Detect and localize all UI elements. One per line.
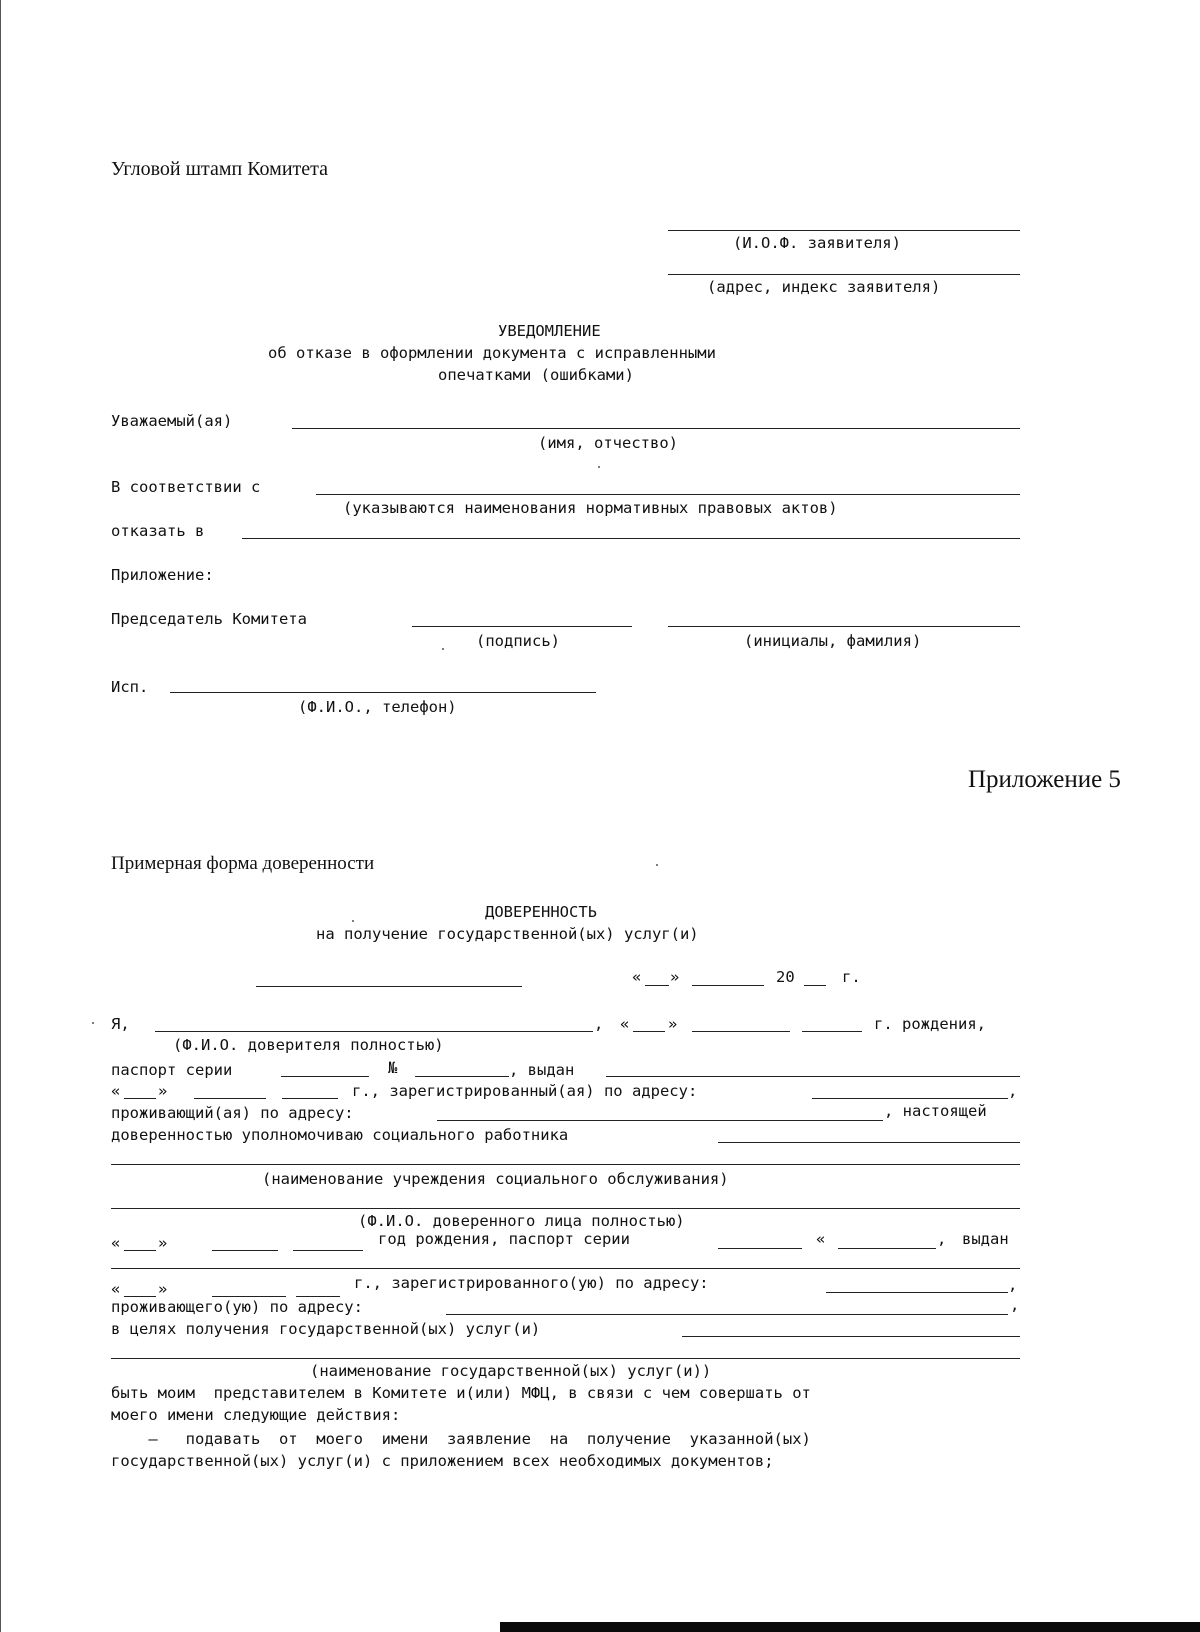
applicant-name-caption: (И.О.Ф. заявителя) — [733, 234, 901, 252]
year-line — [804, 985, 826, 986]
institution-caption: (наименование учреждения социального обслуживания) — [262, 1170, 729, 1188]
agent-passport-number-line — [838, 1248, 936, 1249]
agent-issue-month-line — [212, 1296, 286, 1297]
passport-number-line — [415, 1076, 509, 1077]
principal-name-line — [155, 1031, 593, 1032]
agent-issue-year-line — [296, 1296, 340, 1297]
number-sign: № — [388, 1059, 398, 1077]
i-label: Я, — [111, 1015, 130, 1033]
date-day-line — [645, 985, 669, 986]
bullet-line-2: государственной(ых) услуг(и) с приложением всех необходимых документов; — [111, 1452, 774, 1470]
comma-3: , — [937, 1230, 947, 1248]
agent-passport-open-quote: « — [816, 1230, 826, 1248]
birth-label: г. рождения, — [874, 1015, 986, 1033]
scan-speck — [92, 1022, 94, 1024]
agent-passport-series-line — [718, 1248, 802, 1249]
service-name-line — [111, 1358, 1020, 1359]
corner-stamp-label: Угловой штамп Комитета — [111, 158, 329, 180]
comma-4: , — [1008, 1276, 1018, 1294]
birth-open-quote: « — [620, 1015, 630, 1033]
poa-subtitle: на получение государственной(ых) услуг(и) — [316, 925, 699, 943]
executor-label: Исп. — [111, 678, 149, 696]
applicant-address-caption: (адрес, индекс заявителя) — [707, 278, 941, 296]
form-title: Примерная форма доверенности — [111, 853, 375, 874]
agent-issue-close-quote: » — [158, 1280, 168, 1298]
agent-birth-close-quote: » — [158, 1234, 168, 1252]
comma-1: , — [594, 1015, 604, 1033]
agent-residing-label: проживающего(ую) по адресу: — [111, 1298, 363, 1316]
agent-birth-month-line — [212, 1250, 278, 1251]
registered-label: г., зарегистрированный(ая) по адресу: — [352, 1082, 698, 1100]
residing-address-line — [437, 1120, 883, 1121]
name-caption: (имя, отчество) — [538, 434, 678, 452]
agent-issue-open-quote: « — [111, 1280, 121, 1298]
issued-by-line — [606, 1076, 1020, 1077]
birth-month-line — [692, 1031, 790, 1032]
agent-registered-address-line — [826, 1292, 1008, 1293]
birth-day-line — [633, 1031, 665, 1032]
paragraph-line-2: моего имени следующие действия: — [111, 1406, 401, 1424]
comma-5: , — [1010, 1296, 1020, 1314]
birth-close-quote: » — [668, 1015, 678, 1033]
date-open-quote: « — [632, 968, 642, 986]
signature-caption: (подпись) — [476, 632, 560, 650]
executor-line — [170, 692, 596, 693]
place-line — [256, 986, 522, 987]
chairman-label: Председатель Комитета — [111, 610, 307, 628]
agent-birth-day-line — [124, 1250, 156, 1251]
poa-title: ДОВЕРЕННОСТЬ — [485, 903, 597, 921]
passport-series-label: паспорт серии — [111, 1061, 233, 1079]
issue-open-quote: « — [111, 1082, 121, 1100]
agent-birth-open-quote: « — [111, 1234, 121, 1252]
acts-caption: (указываются наименования нормативных правовых актов) — [343, 499, 838, 517]
acts-line — [316, 494, 1020, 495]
applicant-name-line — [668, 230, 1020, 231]
birth-year-line — [802, 1031, 862, 1032]
executor-caption: (Ф.И.О., телефон) — [298, 698, 457, 716]
dear-name-line — [292, 428, 1020, 429]
signature-line — [412, 626, 632, 627]
agent-registered-label: г., зарегистрированного(ую) по адресу: — [354, 1274, 709, 1292]
issue-day-line — [124, 1098, 156, 1099]
notice-title: УВЕДОМЛЕНИЕ — [498, 322, 601, 340]
notice-subtitle-2: опечатками (ошибками) — [438, 366, 634, 384]
issued-label: , выдан — [509, 1061, 575, 1079]
registered-address-line — [812, 1098, 1008, 1099]
attachment-label: Приложение: — [111, 566, 214, 584]
service-caption: (наименование государственной(ых) услуг(и)) — [310, 1362, 712, 1380]
dear-label: Уважаемый(ая) — [111, 412, 233, 430]
date-close-quote: » — [670, 968, 680, 986]
purpose-line — [682, 1336, 1020, 1337]
year-suffix: г. — [842, 968, 861, 986]
applicant-address-line — [668, 274, 1020, 275]
notice-subtitle-1: об отказе в оформлении документа с исправленными — [268, 344, 716, 362]
agent-birth-year-line — [293, 1250, 363, 1251]
agent-issue-day-line — [124, 1296, 156, 1297]
agent-issued-label: выдан — [962, 1230, 1009, 1248]
refuse-line — [242, 538, 1020, 539]
date-month-line — [692, 985, 764, 986]
scan-speck — [656, 864, 658, 866]
institution-line — [111, 1164, 1020, 1165]
social-worker-line — [718, 1142, 1020, 1143]
purpose-label: в целях получения государственной(ых) услуг(и) — [111, 1320, 541, 1338]
agent-birth-passport-label: год рождения, паспорт серии — [378, 1230, 630, 1248]
scan-speck — [352, 920, 354, 922]
scan-bottom-edge — [500, 1622, 1200, 1632]
issue-year-line — [282, 1098, 338, 1099]
issue-close-quote: » — [158, 1082, 168, 1100]
principal-caption: (Ф.И.О. доверителя полностью) — [173, 1036, 444, 1054]
scan-speck — [442, 648, 444, 650]
present-label: , настоящей — [884, 1102, 987, 1120]
authorize-label: доверенностью уполномочиваю социального работника — [111, 1126, 569, 1144]
according-label: В соответствии с — [111, 478, 261, 496]
residing-label: проживающий(ая) по адресу: — [111, 1104, 354, 1122]
initials-line — [668, 626, 1020, 627]
comma-2: , — [1008, 1082, 1018, 1100]
agent-caption: (Ф.И.О. доверенного лица полностью) — [358, 1212, 685, 1230]
refuse-label: отказать в — [111, 522, 205, 540]
passport-series-line — [281, 1076, 369, 1077]
agent-name-line — [111, 1208, 1020, 1209]
issue-month-line — [194, 1098, 266, 1099]
appendix-title: Приложение 5 — [968, 766, 1121, 793]
agent-residing-address-line — [446, 1314, 1008, 1315]
bullet-line-1: – подавать от моего имени заявление на получение указанной(ых) — [111, 1430, 811, 1448]
scan-left-edge — [0, 0, 1, 1632]
agent-issued-by-line — [111, 1268, 1020, 1269]
paragraph-line-1: быть моим представителем в Комитете и(или) МФЦ, в связи с чем совершать от — [111, 1384, 811, 1402]
year-prefix: 20 — [776, 968, 795, 986]
initials-caption: (инициалы, фамилия) — [744, 632, 922, 650]
scan-speck — [598, 466, 600, 468]
